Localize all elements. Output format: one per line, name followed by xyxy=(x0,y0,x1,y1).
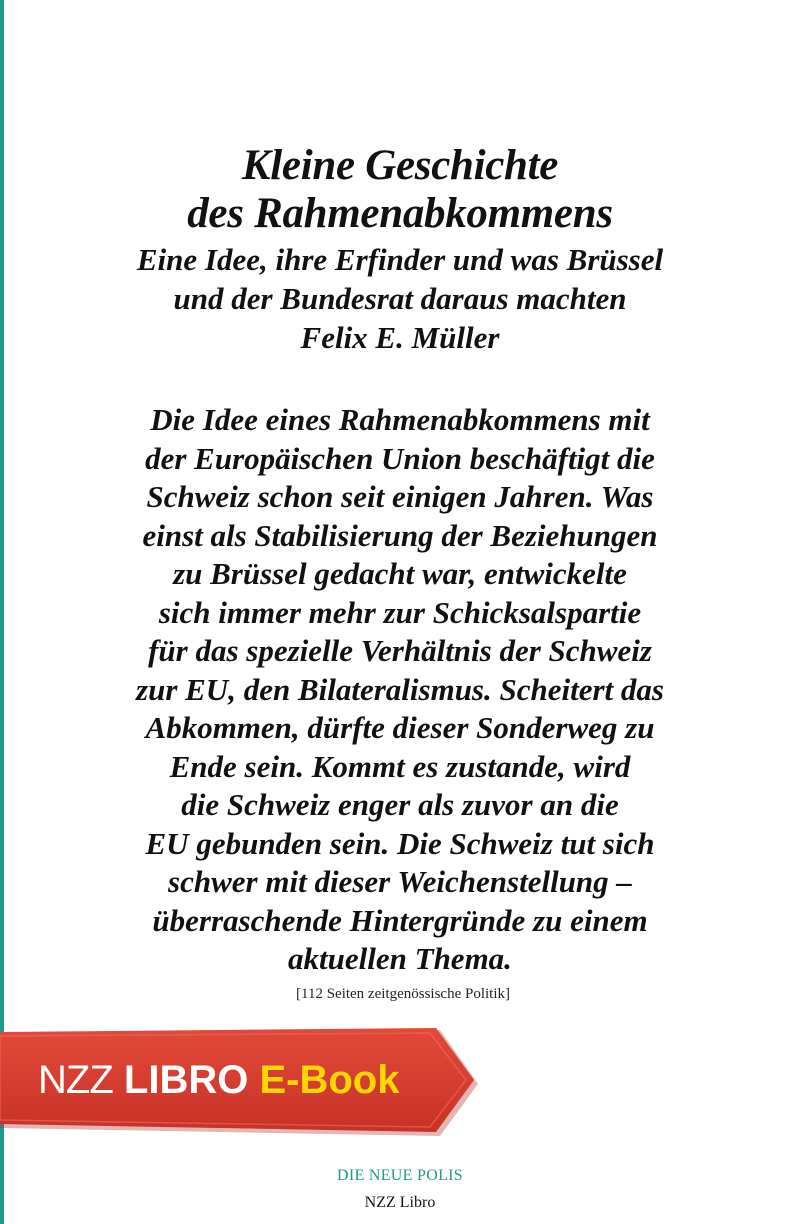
blurb-line: EU gebunden sein. Die Schweiz tut sich xyxy=(145,825,655,861)
ribbon-nzz-text: NZZ xyxy=(38,1058,113,1102)
ribbon-label xyxy=(38,1058,399,1102)
blurb-line: der Europäischen Union beschäftigt die xyxy=(145,440,655,476)
book-title-line-2: des Rahmenabkommens xyxy=(187,190,613,237)
blurb-line: schwer mit dieser Weichenstellung – xyxy=(168,864,632,899)
author-name: Felix E. Müller xyxy=(300,320,500,355)
blurb-line: zu Brüssel gedacht war, entwickelte xyxy=(173,556,627,591)
title-block xyxy=(0,142,800,357)
blurb-line: überraschende Hintergründe zu einem xyxy=(152,902,648,938)
blurb-line: Schweiz schon seit einigen Jahren. Was xyxy=(146,479,654,514)
blurb-line: zur EU, den Bilateralismus. Scheitert das xyxy=(136,671,664,707)
series-name: DIE NEUE POLIS xyxy=(337,1167,463,1184)
book-title xyxy=(0,142,800,238)
ribbon-libro-text: LIBRO xyxy=(123,1058,249,1102)
book-title-line-1: Kleine Geschichte xyxy=(241,142,559,189)
blurb-line: einst als Stabilisierung der Beziehungen xyxy=(142,517,658,553)
page-count-note: [112 Seiten zeitgenössische Politik] xyxy=(296,986,510,1002)
ribbon-ebook-text: E-Book xyxy=(259,1058,400,1102)
blurb-line: Die Idee eines Rahmenabkommens mit xyxy=(150,402,650,437)
ebook-ribbon-banner xyxy=(0,1028,480,1140)
publisher-name: NZZ Libro xyxy=(364,1194,436,1211)
blurb-line: aktuellen Thema. xyxy=(288,941,512,976)
blurb-line: für das spezielle Verhältnis der Schweiz xyxy=(148,633,652,668)
blurb-line: Ende sein. Kommt es zustande, wird xyxy=(169,748,631,784)
blurb-line: sich immer mehr zur Schicksalspartie xyxy=(158,594,642,630)
book-subtitle xyxy=(0,240,800,318)
blurb-text xyxy=(100,401,700,979)
book-subtitle-line-2: und der Bundesrat daraus machten xyxy=(173,281,627,316)
blurb-line: die Schweiz enger als zuvor an die xyxy=(181,787,619,822)
book-subtitle-line-1: Eine Idee, ihre Erfinder und was Brüssel xyxy=(136,242,664,277)
blurb-line: Abkommen, dürfte dieser Sonderweg zu xyxy=(145,710,655,745)
